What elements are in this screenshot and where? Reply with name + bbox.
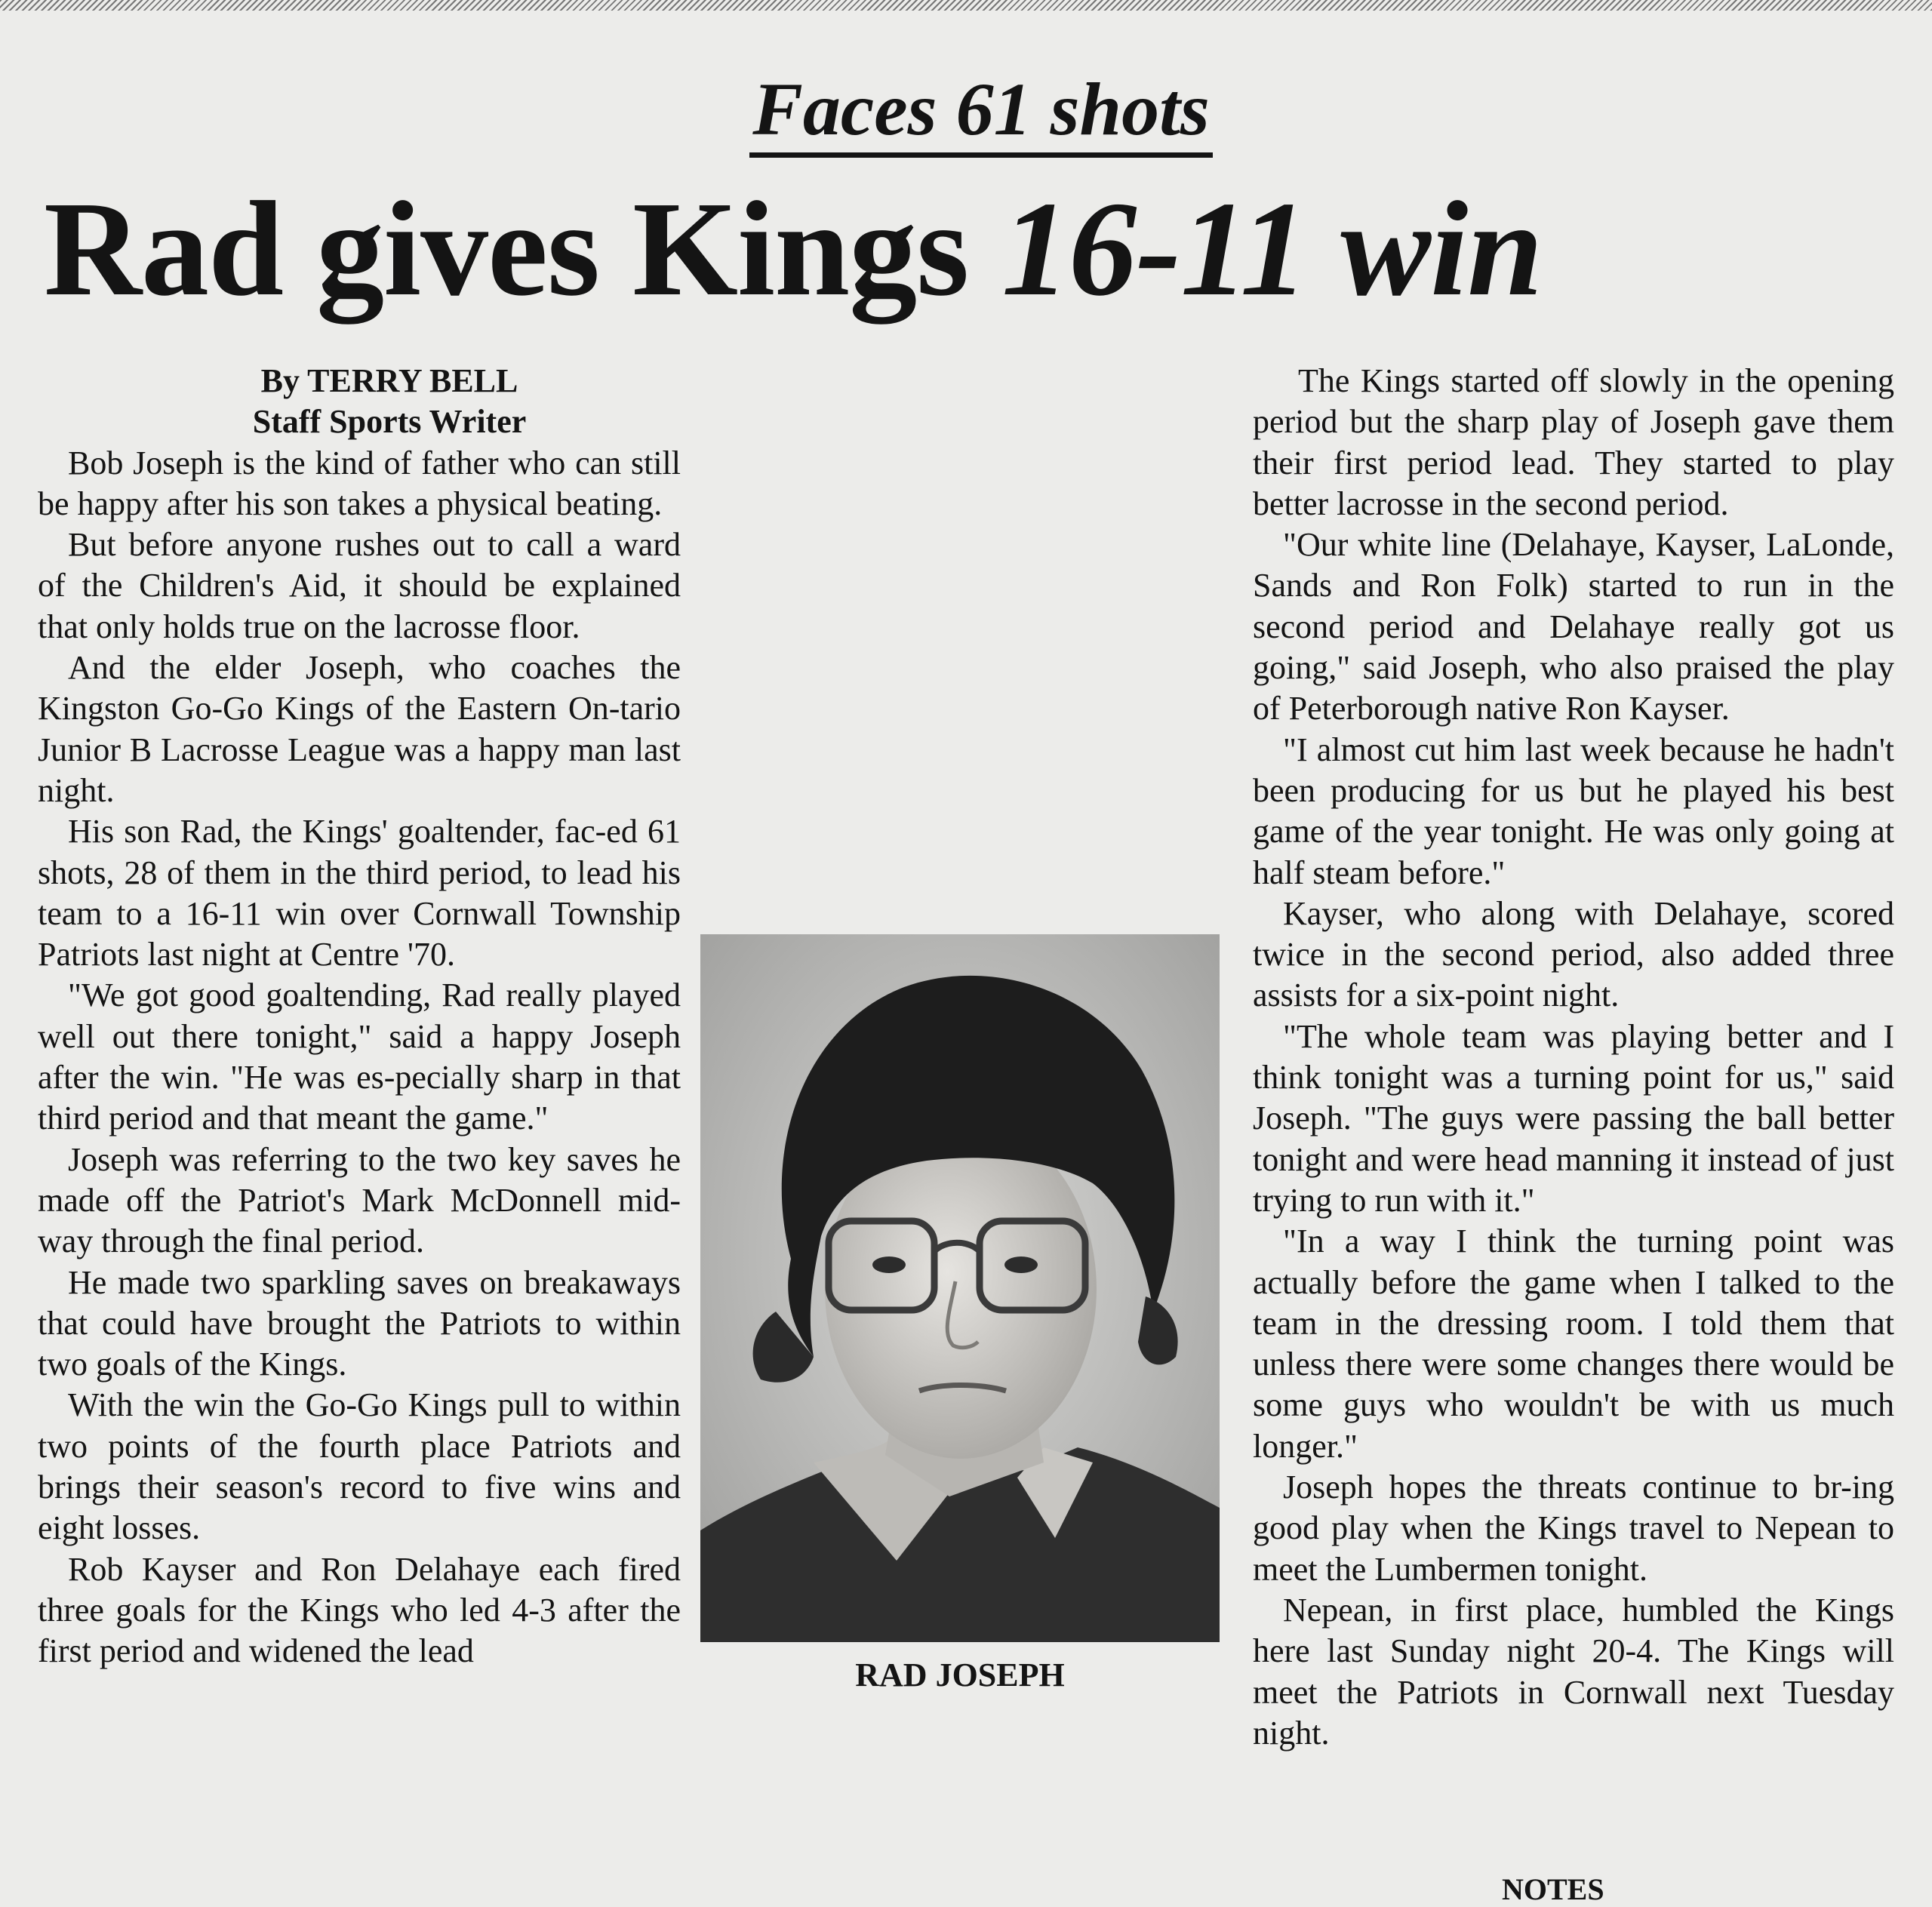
- portrait-photo: [700, 934, 1220, 1642]
- headline-score: 16-11 win: [1001, 174, 1543, 324]
- headline-main: Rad gives Kings: [44, 174, 1002, 324]
- paragraph: Bob Joseph is the kind of father who can still be happy after his son takes a physical beating.: [38, 444, 681, 522]
- kicker-headline: [0, 67, 1932, 151]
- kicker-text: Faces 61 shots: [749, 67, 1213, 158]
- paragraph: And the elder Joseph, who coaches the Kingston Go-Go Kings of the Eastern On-tario Junior B Lacrosse League was a happy man last night.: [38, 649, 681, 809]
- right-column: [1253, 361, 1894, 1754]
- byline-author: By TERRY BELL: [260, 362, 518, 399]
- paragraph: He made two sparkling saves on breakaways that could have brought the Patriots to within two goals of the Kings.: [38, 1263, 681, 1383]
- paragraph: With the win the Go-Go Kings pull to within two points of the fourth place Patriots and brings their season's record to five wins and eight losses.: [38, 1386, 681, 1547]
- paragraph: "Our white line (Delahaye, Kayser, LaLonde, Sands and Ron Folk) started to run in the second period and Delahaye really got us going," said Joseph, who also praised the play of Peterborough native Ron Kayser.: [1253, 526, 1894, 727]
- paragraph: "We got good goaltending, Rad really played well out there tonight," said a happy Joseph after the win. "He was es-pecially sharp in that third period and that meant the game.": [38, 977, 681, 1137]
- paragraph: "I almost cut him last week because he hadn't been producing for us but he played his best game of the year tonight. He was only going at half steam before.": [1253, 731, 1894, 891]
- paragraph: His son Rad, the Kings' goaltender, fac-ed 61 shots, 28 of them in the third period, to lead his team to a 16-11 win over Cornwall Township Patriots last night at Centre '70.: [38, 813, 681, 973]
- paragraph: "In a way I think the turning point was actually before the game when I talked to the team in the dressing room. I told them that unless there were some changes there would be some guys who wouldn't be with us much longer.": [1253, 1223, 1894, 1465]
- paragraph: The Kings started off slowly in the opening period but the sharp play of Joseph gave them their first period lead. They started to play better lacrosse in the second period.: [1253, 362, 1894, 522]
- paragraph: "The whole team was playing better and I think tonight was a turning point for us," said Joseph. "The guys were passing the ball better tonight and were head manning it instead of just trying to run with it.": [1253, 1017, 1894, 1219]
- page-top-border: [0, 0, 1932, 11]
- paragraph: Kayser, who along with Delahaye, scored twice in the second period, also added three assists for a six-point night.: [1253, 894, 1894, 1014]
- left-column: [38, 361, 681, 1672]
- paragraph: Joseph hopes the threats continue to br-ing good play when the Kings travel to Nepean to meet the Lumbermen tonight.: [1253, 1469, 1894, 1588]
- paragraph: Rob Kayser and Ron Delahaye each fired three goals for the Kings who led 4-3 after the first period and widened the lead: [38, 1550, 681, 1670]
- photo-caption: RAD JOSEPH: [855, 1656, 1065, 1693]
- byline: [98, 361, 681, 443]
- paragraph: Nepean, in first place, humbled the Kings here last Sunday night 20-4. The Kings will meet the Patriots in Cornwall next Tuesday night.: [1253, 1591, 1894, 1752]
- byline-role: Staff Sports Writer: [252, 403, 527, 441]
- main-headline: [44, 174, 1900, 324]
- paragraph: Joseph was referring to the two key saves he made off the Patriot's Mark McDonnell mid-way through the final period.: [38, 1140, 681, 1260]
- paragraph: But before anyone rushes out to call a ward of the Children's Aid, it should be explained that only holds true on the lacrosse floor.: [38, 526, 681, 645]
- notes-heading: NOTES: [1502, 1872, 1604, 1906]
